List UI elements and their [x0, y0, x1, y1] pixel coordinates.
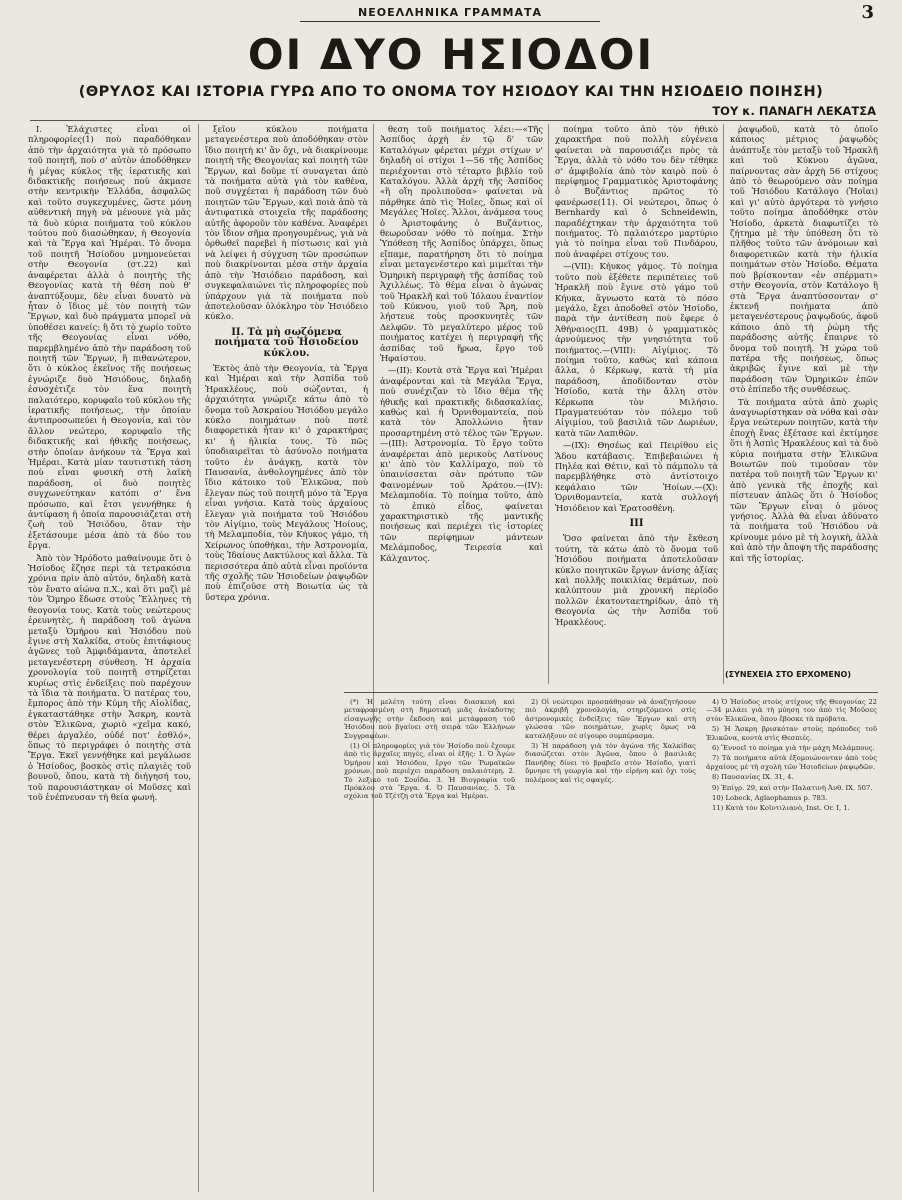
column-1	[28, 124, 191, 1192]
footnote-rule	[344, 692, 878, 693]
paragraph: —(VII): Κήυκος γάμος. Τὸ ποίημα τοῦτο ποὺ ἐξέθετε περιπέτειες τοῦ Ἡρακλῆ ποὺ ἔγινε στὸ γάμο τοῦ Κήυκα, ἄγνωστο κατὰ τὸ πόσο μεγάλο, ἔχει ἀποδοθεῖ στὸν Ἡσίοδο, παρὰ τὴν ἀντίθεση ποὺ ἔφερε ὁ Ἀθήναιος(Π. 49Β) ὁ γραμματικὸς ἀρνούμενος τὴν γνησιότητα τοῦ ποιήματος.—(VIII): Αἰγίμιος. Τὸ ποίημα τοῦτο, καθὼς καὶ κάποια ἄλλα, ὁ Κέρκωψ, κατὰ τὴ μία παράδοση, ἀποδίδονταν στὸν Ἡσίοδο, κατὰ τὴν ἄλλη στὸν Κέρκωπα τὸν Μιλήσιο. Πραγματευόταν τὸν πόλεμο τοῦ Αἰγιμίου, τοῦ βασιλιᾶ τῶν Δωριέων, κατὰ τῶν Λαπιθῶν.	[555, 261, 718, 438]
footnote: 11) Κατὰ τὸν Κοϊντιλιανὸ, Inst. Or. Ι, 1.	[712, 804, 850, 813]
paragraph: —(ΙΙ): Κοντὰ στὰ Ἔργα καὶ Ἡμέραι ἀναφέρονται καὶ τὰ Μεγάλα Ἔργα, ποὺ συνέχιζαν τὸ ἴδιο θέμα τῆς ἠθικῆς καὶ πρακτικῆς διδασκαλίας, καθὼς καὶ ἡ Ὀρνιθομαντεία, ποὺ κατὰ τὸν Ἀπολλώνιο ἦταν προσαρτημένη στὸ τέλος τῶν Ἔργων. —(ΙΙΙ): Ἀστρονομία. Τὸ ἔργο τοῦτο ἀναφέρεται ἀπὸ μερικοὺς Λατίνους κι' ἀπὸ τὸν Καλλίμαχο, ποὺ τὸ ὑπαινίσσεται σὰν πρότυπο τῶν Φαινομένων τοῦ Ἀράτου.—(IV): Μελαμποδία. Τὸ ποίημα τοῦτο, ἀπὸ τὸ ἐπικὸ εἶδος, φαίνεται χαρακτηριστικὸ τῆς μαντικῆς ποιήσεως καὶ περιέχει τὶς ἱστορίες τῶν περίφημων μάντεων Μελάμποδος, Τειρεσία καὶ Κάλχαντος.	[380, 365, 543, 563]
column-divider	[548, 124, 549, 684]
paragraph: ῥαψῳδοῦ, κατὰ τὸ ὁποῖο κάποιος μέτριος ῥαψῳδὸς ἀνάπτυξε τὸν μεταξὺ τοῦ Ἡρακλῆ καὶ τοῦ Κύκνου ἀγῶνα, παίρνοντας σὰν ἀρχὴ 56 στίχους ἀπὸ τὸ θεωρούμενο σὰν ποίημα τοῦ Ἡσιόδου Κατάλογο (Ἠοῖαι) καὶ γι' αὐτὸ ἀργότερα τὸ γνήσιο τοῦτο ποίημα ἀποδόθηκε στὸν Ἡσίοδο, ἀρκετὰ διαφωτίζει τὸ ζήτημα μὲ τὴν ὑπόθεση ὅτι τὸ πλῆθος τοῦτο τῶν ἀνόμοιων καὶ διαφορετικῶν κατὰ τὴν ἡλικία ποιημάτων στὸν Ἡσίοδο. Θέματα ποὺ βρίσκονταν «ἐν σπέρματι» στὴν Θεογονία, στὸν Κατάλογο ἢ στὰ Ἔργα ἀναπτύσσονταν σ' ἐκτενῆ ποιήματα ἀπὸ μεταγενέστερους ῥαψῳδούς, ἀφοῦ κάποιο ἀπὸ τὴ ῥώμη τῆς παράδοσης αὐτῆς ἔπαιρνε τὸ ὄνομα τοῦ ποιητῆ. Ἡ χώρα τοῦ πατέρα τῆς ποιήσεως, ὅπως ἀκριβῶς ἔγινε καὶ μὲ τὴν παράδοση τῶν Ὁμηρικῶν ἐπῶν στὸ ἐπίπεδο τῆς συνθέσεως.	[730, 124, 878, 395]
paragraph: Ι. Ἐλάχιστες εἶναι οἱ πληροφορίες(1) ποὺ παραδόθηκαν ἀπὸ τὴν ἀρχαιότητα γιὰ τὸ πρόσωπο τοῦ ποιητῆ, ποὺ σ' αὐτὸν ἀποδόθηκεν ἡ μέγας κύκλος τῆς ἱερατικῆς καὶ διδακτικῆς ποιήσεως ποὺ ἀκμασε στὴν κεντρικὴν Ἑλλάδα, ἀσφαλῶς καὶ τοῦτο συγκεχυμένες, ὥστε μόνη αὐθεντικὴ πηγὴ νὰ μένουνε γιὰ μᾶς τὰ δυὸ κύρια ποιήματα τοῦ κύκλου τούτου ποὺ διασώθηκαν, ἡ Θεογονία καὶ τὰ Ἔργα καὶ Ἡμέραι. Τὸ ὄνομα τοῦ ποιητῆ Ἡσίοδου μνημονεύεται στὴν Θεογονία (στ.22) καὶ ἀναφέρεται ἀλλὰ ὁ ποιητὴς τῆς Θεογονίας κατὰ τὴ θέση ποὺ θ' ἀναπτύξουμε, δὲν εἶναι δυνατὸ νὰ ἦταν ὁ ἴδιος μὲ τὸν ποιητὴ τῶν Ἔργων, καὶ δυὸ πράγματα μπορεῖ νὰ ὑποθέσει κανείς: ἢ ὅτι τὸ χωρίο τοῦτο τῆς Θεογονίας εἶναι νόθο, παρεμβλημένο ἀπὸ τὴν παράδοση τοῦ ποιητῆ τῶν Ἔργων, ἢ πιθανώτερον, ὅτι ὁ κύκλος ἐκεῖνος τῆς ποιήσεως ἐγνώριζε δυὸ Ἡσιόδους, δηλαδὴ ἐσυσχέτιζε τὸν ἕνα ποιητὴ παλαιότερο, κορυφαῖο τοῦ κύκλου τῆς ἱερατικῆς ποιήσεως, τὴν ὁποίαν ἀντιπροσωπεύει ἡ Θεογονία, καὶ τὸν ἄλλον νεώτερο, κορυφαῖο τῆς διδακτικῆς καὶ ἠθικῆς ποιήσεως, στὴν ὁποίαν ἀνήκουν τὰ Ἔργα καὶ Ἡμέραι. Κατὰ μίαν ταυτιστικὴ τάση ποὺ εἶναι φυσικὴ στὴ λαϊκὴ παράδοση, οἱ δυὸ ποιητὲς συγχωνεύτηκαν κατόπι σ' ἕνα πρόσωπο, καὶ ἔτσι γεννήθηκε ἡ ἀντίφαση ἡ ὁποία παρουσιάζεται στὴ ζωὴ τοῦ Ἡσιόδου, ὅταν τὴν ἐξετάσουμε μέσα ἀπὸ τὰ δύο του ἔργα.	[28, 124, 191, 551]
footnote-column-2	[525, 698, 696, 1068]
column-divider	[198, 124, 199, 1192]
masthead: ΝΕΟΕΛΛΗΝΙΚΑ ΓΡΑΜΜΑΤΑ	[300, 6, 600, 22]
paragraph: θεση τοῦ ποιήματος λέει:—«Τῆς Ἀσπίδος ἀρχὴ ἐν τῷ δ' τῶν Καταλόγων φέρεται μέχρι στίχων ν' δηλαδὴ οἱ στίχοι 1—56 τῆς Ἀσπίδος περιέχονται στὸ τέταρτο βιβλίο τοῦ Καταλόγου. Ἀλλὰ ἀρχὴ τῆς Ἀσπίδος «ἢ οἵη προλιποῦσα» φαίνεται νὰ πάρθηκε ἀπὸ τὶς Ἠοῖες, ὅπως καὶ οἱ Μεγάλες Ἠοῖες. Ἄλλοι, ἀνάμεσα τους ὁ Ἀριστοφάνης ὁ Βυζάντιος, θεωροῦσαν νόθο τὸ ποίημα. Στὴν Ὑπόθεση τῆς Ἀσπίδος ὑπάρχει, ὅπως εἴπαμε, παρατήρηση ὅτι τὸ ποίημα εἶναι μεταγενέστερο καὶ μιμεῖται τὴν Ὁμηρικὴ περιγραφὴ τῆς ἀσπίδας τοῦ Ἀχιλλέως. Τὸ θέμα εἶναι ὁ ἀγώνας τοῦ Ἡρακλῆ καὶ τοῦ Ἰόλαου ἐναντίον τοῦ Κύκνου, γιοῦ τοῦ Ἄρη, ποὺ λήστευε τοὺς προσκυνητὲς τῶν Δελφῶν. Τὸ μεγαλύτερο μέρος τοῦ ποιήματος κατέχει ἡ περιγραφὴ τῆς ἀσπίδας τοῦ ἥρωα, ἔργο τοῦ Ἡφαίστου.	[380, 124, 543, 363]
footnote: 2) Οἱ νεώτεροι προσπάθησαν νὰ ἀναζητήσουν πιὸ ἀκριβῆ χρονολογία, στηριζόμενοι στὶς ἀστρονομικὲς ἐνδείξεις τῶν Ἔργων καὶ στὴ γλώσσα τῶν ποιημάτων, χωρὶς ὅμως νὰ καταλήξουν σὲ σίγουρο συμπέρασμα.	[525, 698, 696, 740]
article-title: ΟΙ ΔΥΟ ΗΣΙΟΔΟΙ	[247, 30, 655, 79]
footnote-column-3	[706, 698, 877, 1068]
section-heading: ΙΙ. Τὰ μὴ σωζόμενα ποιήματα τοῦ Ἡσιοδείου κύκλου.	[214, 326, 359, 359]
column-5	[730, 124, 878, 664]
footnote: 6) Ἔννοεῖ τὸ ποίημα γιὰ τὴν μάχη Μελάμπους.	[712, 744, 875, 753]
paragraph: Τὰ ποιήματα αὐτὰ ἀπὸ χωρὶς ἀναγνωρίστηκαν σὰ νόθα καὶ σὰν ἔργα νεώτερων ποιητῶν, κατὰ τὴν ἐποχὴ ἔνας ἐξέτασε καὶ ἐκτίμησε ὅτι ἡ Ἀσπὶς Ἡρακλέους καὶ τὰ δυὸ κύρια ποιήματα στὴν Ἑλικῶνα Βοιωτῶν ποὺ τιμοῦσαν τὸν πατέρα τοῦ ποιητῆ τῶν Ἔργων κι' ἀπὸ γενικὰ τῆς ἐποχῆς καὶ πίστευαν ἁπλῶς ὅτι ὁ Ἡσίοδος τῶν Ἔργων εἶναι ὁ μόνος γνήσιος. Ἀλλὰ θὰ εἶναι ἀδύνατο τὰ ποιήματα τοῦ Ἡσιόδου νὰ κρίνουμε μόνο μὲ τὴ λογικὴ, ἀλλὰ καὶ ἀπὸ τὴν ἄποψη τῆς παράδοσης καὶ τῆς ἱστορίας.	[730, 396, 878, 563]
continued-notice: (ΣΥΝΕΧΕΙΑ ΣΤΟ ΕΡΧΟΜΕΝΟ)	[724, 670, 852, 679]
article-author: ΤΟΥ κ. ΠΑΝΑΓΗ ΛΕΚΑΤΣΑ	[712, 104, 876, 118]
footnote: 8) Παυσανίας ΙΧ. 31, 4.	[712, 773, 794, 782]
footnote: (*) Ἡ μελέτη τούτη εἶναι διασκευὴ καὶ μεταφρασμένη στὴ δημοτικὴ μιᾶς ἀνέκδοτης εἰσαγωγῆς στὴν ἔκδοση καὶ μετάφραση τοῦ Ἡσιόδου ποὺ βγαίνει στὴ σειρὰ τῶν Ἑλλήνων Συγγραφέων.	[344, 698, 515, 740]
paragraph: Ἀπὸ τὸν Ἡρόδοτο μαθαίνουμε ὅτι ὁ Ἡσίοδος ἔζησε περὶ τὰ τετρακόσια χρόνια πρὶν ἀπὸ αὐτόν, δηλαδὴ κατὰ τὸν ἔνατο αἰώνα π.Χ., καὶ ὅτι μαζὶ μὲ τὸν Ὅμηρο ἔδωσε στοὺς Ἕλληνες τὴ θεογονία τους. Κατὰ τοὺς νεώτερους ἐρευνητὲς, ἡ παράδοση τοῦ ἀγώνα μεταξὺ Ὁμήρου καὶ Ἡσιόδου ποὺ ἔγινε στὴ Χαλκίδα, στοὺς ἐπιτάφιους ἀγῶνες τοῦ Ἀμφιδάμαντα, ἀποτελεῖ μεταγενέστερη σύνθεση. Ἡ ἀρχαία χρονολογία τοῦ ποιητῆ στηρίζεται κυρίως στὶς ἐνδείξεις ποὺ παρέχουν τὰ ἴδια τὰ ποιήματα. Ὁ πατέρας του, ἔμπορος ἀπὸ τὴν Κύμη τῆς Αἰολίδας, ἐγκαταστάθηκε στὴν Ἄσκρη, κοντὰ στὸν Ἑλικῶνα, χωριὸ «χεῖμα κακό, θέρει ἀργαλέο, οὐδέ ποτ' ἐσθλό», ὅπως τὸ περιγράφει ὁ ποιητὴς στὰ Ἔργα. Ἐκεῖ γεννήθηκε καὶ μεγάλωσε ὁ Ἡσίοδος, βοσκὸς στὶς πλαγιὲς τοῦ βουνοῦ, ὅπου, κατὰ τὴ διήγησή του, τοῦ παρουσιάστηκαν οἱ Μοῦσες καὶ τοῦ ἐνέπνευσαν τὴ θεία φωνή.	[28, 552, 191, 802]
column-3	[380, 124, 543, 684]
article-subtitle: (ΘΡΥΛΟΣ ΚΑΙ ΙΣΤΟΡΙΑ ΓΥΡΩ ΑΠΟ ΤΟ ΟΝΟΜΑ ΤΟΥ ΗΣΙΟΔΟΥ ΚΑΙ ΤΗΝ ΗΣΙΟΔΕΙΟ ΠΟΙΗΣΗ)	[78, 84, 824, 100]
paragraph: Ὅσο φαίνεται ἀπὸ τὴν ἔκθεση τούτη, τὰ κάτω ἀπὸ τὸ ὄνομα τοῦ Ἡσιόδου ποιήματα ἀποτελοῦσαν κύκλο ποιητικῶν ἔργων ἀνίσης ἀξίας καὶ πολλῆς ποικιλίας θεμάτων, ποὺ καλύπτουν μιὰ χρονική περίοδο πολλῶν ἑκατονταετηρίδων, ἀπὸ τὴ Θεογονία ὡς τὴν Ἀσπίδα τοῦ Ἡρακλέους.	[555, 533, 718, 627]
paragraph: ποίημα τοῦτο ἀπὸ τὸν ἠθικὸ χαρακτῆρα ποὺ πολλὴ εὐγένεια φαίνεται νὰ παρουσιάζει πρὸς τὰ Ἔργα, ἀλλὰ τὸ νόθο του δὲν τέθηκε σ' ἀμφιβολία ἀπὸ τὸν καιρὸ ποὺ ὁ περίφημος Γραμματικὸς Ἀριστοφάνης ὁ Βυζάντιος πρῶτος τὸ φανέρωσε(11). Οἱ νεώτεροι, ὅπως ὁ Bernhardy καὶ ὁ Schneidewin, παραδέχτηκαν τὴν ἀρχαιότητα τοῦ ποιήματος. Τὸ παλαιότερο μαρτύριο γιὰ τὸ ποίημα εἶναι τοῦ Πινδάρου, ποὺ ἀναφέρει στίχους του.	[555, 124, 718, 259]
paragraph: Ἐκτὸς ἀπὸ τὴν Θεογονία, τὰ Ἔργα καὶ Ἡμέραι καὶ τὴν Ἀσπίδα τοῦ Ἡρακλέους, ποὺ σώζονται, ἡ ἀρχαιότητα γνώριζε κάτω ἀπὸ τὸ ὄνομα τοῦ Ἀσκραίου Ἡσιόδου μεγάλο κύκλο ποιημάτων ποὺ ποτὲ διαφορετικὰ ἦταν κι' ὁ χαρακτήρας κι' ἡ ἡλικία τους. Τὸ πῶς ὑποδιαιρεῖται τὸ ἀσύνολο ποιήματα τοῦτο ἐν ἀνάγκῃ, κατὰ τὸν Παυσανία, ἀνθολογημένες ἀπὸ τὸν ἴδιο κάτοικο τοῦ Ἑλικῶνα, ποὺ ἔλεγαν πὼς τοῦ ποιητῆ μόνο τὰ Ἔργα εἶναι γνήσια. Κατὰ τοὺς ἀρχαίους ἔλεγαν γιὰ ποιήματα τοῦ Ἡσιόδου τὸν Αἰγίμιο, τοὺς Μεγάλους Ἠοίους, τὴ Μελαμποδία, τὸν Κήυκος γάμο, τὴ Χείρωνος ὑποθήκαι, τὴν Ἀστρονομία, τοὺς Ἰδαίους Δακτύλους καὶ ἄλλα. Τὰ περισσότερα ἀπὸ αὐτὰ εἶναι προϊόντα τῆς σχολῆς τῶν Ἡσιοδείων ῥαψῳδῶν ποὺ ἐπιζοῦσε στὴ Βοιωτία ὡς τὰ ὕστερα χρόνια.	[205, 362, 368, 602]
footnote: 7) Τὰ ποιήματα αὐτὰ ἐξομοιώνονταν ἀπὸ τοὺς ἀρχαίους μὲ τὴ σχολὴ τῶν Ἡσιοδείων ῥαψῳδῶν.	[706, 754, 877, 771]
paragraph: ξεῖου κύκλου ποιήματα μεταγενέστερα ποὺ ἀποδόθηκαν στὸν ἴδιο ποιητὴ κι' ἂν ὄχι, νὰ διακρίνουμε ποιητὴ τῆς Θεογονίας καὶ ποιητὴ τῶν Ἔργων, καὶ δοῦμε τί συναγεται ἀπὸ τὰ ποιήματα αὐτὰ γιὰ τὸν καθένα, ποῦ συγχέεται ἡ παράδοση τῶν δυὸ ποιητῶν τῶν Ἔργων, καὶ ποιὰ ἀπὸ τὰ ἀντιφατικὰ στοιχεῖα τῆς παράδοσης αὐτῆς ἀφοροῦν τὸν καθένα. Ἀναφέρει τὸν ἴδιον σῆμα προηγουμένως, γιὰ νὰ ὀρθωθεῖ παρεβεὶ ἡ πίστωσις καὶ γιὰ νὰ λείψει ἡ σύγχυση τῶν προσώπων ποὺ διακρίνονται μέσα στὴν ἀρχαία ἀπὸ τὴν Ἡσιόδειο παράδοση, καὶ συγκεφαλαιώνει τὶς πληροφορίες ποὺ ὑπάρχουν γιὰ τὰ ποιήματα ποὺ ἀποτελοῦσαν ὁλόκληρο τὸν Ἡσιόδειο κύκλο.	[205, 124, 368, 322]
section-heading: ΙΙΙ	[629, 518, 644, 530]
footnote: (1) Οἱ πληροφορίες γιὰ τὸν Ἡσίοδο ποὺ ἔχουμε ἀπὸ τὶς ἀρχαῖες πηγές, εἶναι οἱ ἑξῆς: 1. Ὁ Ἀγὼν Ὁμήρου καὶ Ἡσιόδου, ἔργο τῶν Ῥωμαϊκῶν χρόνων, ποὺ περιέχει παράδοση παλαιότερη. 2. Τὸ λεξικὸ τοῦ Σουΐδα. 3. Ἡ Βιογραφία τοῦ Πρόκλου στὰ Ἔργα. 4. Ὁ Παυσανίας. 5. Τὰ σχόλια τοῦ Τζέτζη στὰ Ἔργα καὶ Ἡμέραι.	[344, 742, 515, 801]
footnote: 4) Ὁ Ἡσίοδος στοὺς στίχους τῆς Θεογονίας 22—34 μιλάει γιὰ τὴ μύηση του ἀπὸ τὶς Μοῦσες στὸν Ἑλικῶνα, ὅπου ἔβοσκε τὰ πρόβατα.	[706, 698, 877, 723]
page-number: 3	[861, 2, 874, 23]
footnote: 5) Ἡ Ἄσκρη βρισκόταν στοὺς πρόποδες τοῦ Ἑλικῶνα, κοντὰ στὶς Θεσπιές.	[706, 725, 877, 742]
column-divider	[723, 124, 724, 684]
footnote: 10) Lobeck, Aglaophamus p. 783.	[712, 794, 828, 803]
paragraph: —(IX): Θησέως καὶ Πειρίθου εἰς Ἅδου κατάβασις. Ἐπιβεβαιώνει ἡ Πηλέα καὶ Θέτιν, καὶ τὸ πάμπολυ τὰ παρεμβλήθηκε στὸ ἀντίστοιχο κεφάλαιο τῶν Ἠοίων.—(Χ): Ὁρνιθομαντεία, κατὰ συλλογή Ἡσιόδειον καὶ Ἐρατοσθένη.	[555, 440, 718, 513]
header-rule	[30, 120, 878, 121]
column-4	[555, 124, 718, 684]
footnote: 9) Ἐπίγρ. 29, καὶ στὴν Παλατινὴ Ἀνθ. ΙΧ. 507.	[712, 783, 873, 792]
footnote-column-1	[344, 698, 515, 1068]
footnote: 3) Ἡ παράδοση γιὰ τὸν ἀγώνα τῆς Χαλκίδας διασώζεται στὸν Ἀγῶνα, ὅπου ὁ βασιλιᾶς Πανήδης δίνει τὸ βραβεῖο στὸν Ἡσίοδο, γιατὶ ὕμνησε τὴ γεωργία καὶ τὴν εἰρήνη καὶ ὄχι τοὺς πολέμους καὶ τὶς σφαγές.	[525, 742, 696, 784]
footnotes	[344, 698, 878, 1068]
